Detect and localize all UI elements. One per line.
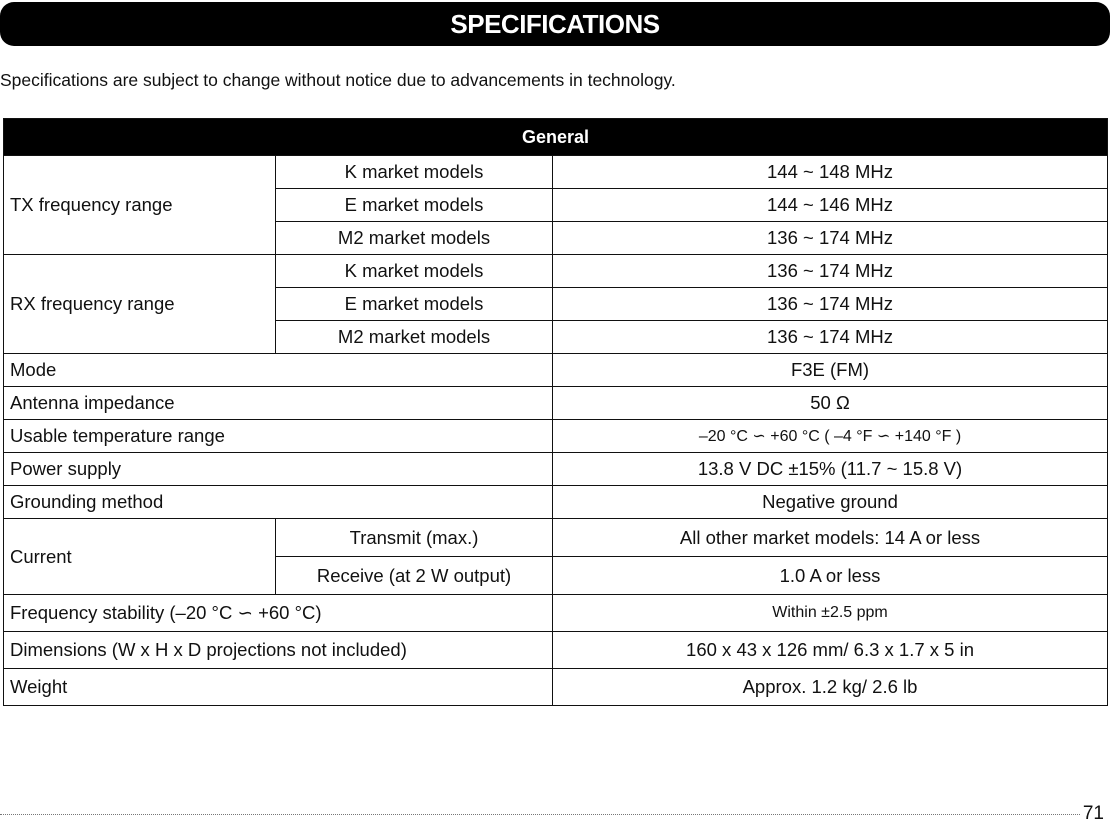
table-row <box>4 387 1108 420</box>
frequency-stability-label: Frequency stability (–20 °C ∽ +60 °C) <box>4 595 553 632</box>
footer-divider <box>0 814 1080 815</box>
tx-frequency-label: TX frequency range <box>4 156 276 255</box>
current-transmit-label: Transmit (max.) <box>276 519 553 557</box>
rx-value-m2: 136 ~ 174 MHz <box>553 321 1108 354</box>
rx-model-m2: M2 market models <box>276 321 553 354</box>
table-row <box>4 255 1108 288</box>
current-transmit-value: All other market models: 14 A or less <box>553 519 1108 557</box>
rx-frequency-label: RX frequency range <box>4 255 276 354</box>
tx-value-k: 144 ~ 148 MHz <box>553 156 1108 189</box>
table-row <box>4 632 1108 669</box>
power-supply-value: 13.8 V DC ±15% (11.7 ~ 15.8 V) <box>553 453 1108 486</box>
weight-label: Weight <box>4 669 553 706</box>
current-receive-value: 1.0 A or less <box>553 557 1108 595</box>
rx-value-k: 136 ~ 174 MHz <box>553 255 1108 288</box>
specifications-table <box>3 118 1108 706</box>
page-title-banner <box>0 2 1110 46</box>
table-row <box>4 354 1108 387</box>
current-receive-label: Receive (at 2 W output) <box>276 557 553 595</box>
antenna-impedance-value: 50 Ω <box>553 387 1108 420</box>
grounding-method-label: Grounding method <box>4 486 553 519</box>
mode-value: F3E (FM) <box>553 354 1108 387</box>
table-row <box>4 669 1108 706</box>
tx-value-m2: 136 ~ 174 MHz <box>553 222 1108 255</box>
rx-value-e: 136 ~ 174 MHz <box>553 288 1108 321</box>
rx-model-k: K market models <box>276 255 553 288</box>
table-row <box>4 453 1108 486</box>
current-label: Current <box>4 519 276 595</box>
tx-model-e: E market models <box>276 189 553 222</box>
power-supply-label: Power supply <box>4 453 553 486</box>
weight-value: Approx. 1.2 kg/ 2.6 lb <box>553 669 1108 706</box>
table-row <box>4 156 1108 189</box>
section-title: General <box>4 119 1108 156</box>
frequency-stability-value: Within ±2.5 ppm <box>553 595 1108 632</box>
tx-value-e: 144 ~ 146 MHz <box>553 189 1108 222</box>
table-row <box>4 486 1108 519</box>
rx-model-e: E market models <box>276 288 553 321</box>
temperature-range-label: Usable temperature range <box>4 420 553 453</box>
notice-text: Specifications are subject to change without notice due to advancements in technology. <box>0 70 676 90</box>
dimensions-label: Dimensions (W x H x D projections not included) <box>4 632 553 669</box>
mode-label: Mode <box>4 354 553 387</box>
dimensions-value: 160 x 43 x 126 mm/ 6.3 x 1.7 x 5 in <box>553 632 1108 669</box>
temperature-range-value: –20 °C ∽ +60 °C ( –4 °F ∽ +140 °F ) <box>553 420 1108 453</box>
table-row <box>4 420 1108 453</box>
tx-model-k: K market models <box>276 156 553 189</box>
page-title: SPECIFICATIONS <box>450 8 660 39</box>
table-row <box>4 519 1108 557</box>
table-header-row <box>4 119 1108 156</box>
antenna-impedance-label: Antenna impedance <box>4 387 553 420</box>
grounding-method-value: Negative ground <box>553 486 1108 519</box>
table-row <box>4 595 1108 632</box>
page-number: 71 <box>1082 803 1104 824</box>
tx-model-m2: M2 market models <box>276 222 553 255</box>
